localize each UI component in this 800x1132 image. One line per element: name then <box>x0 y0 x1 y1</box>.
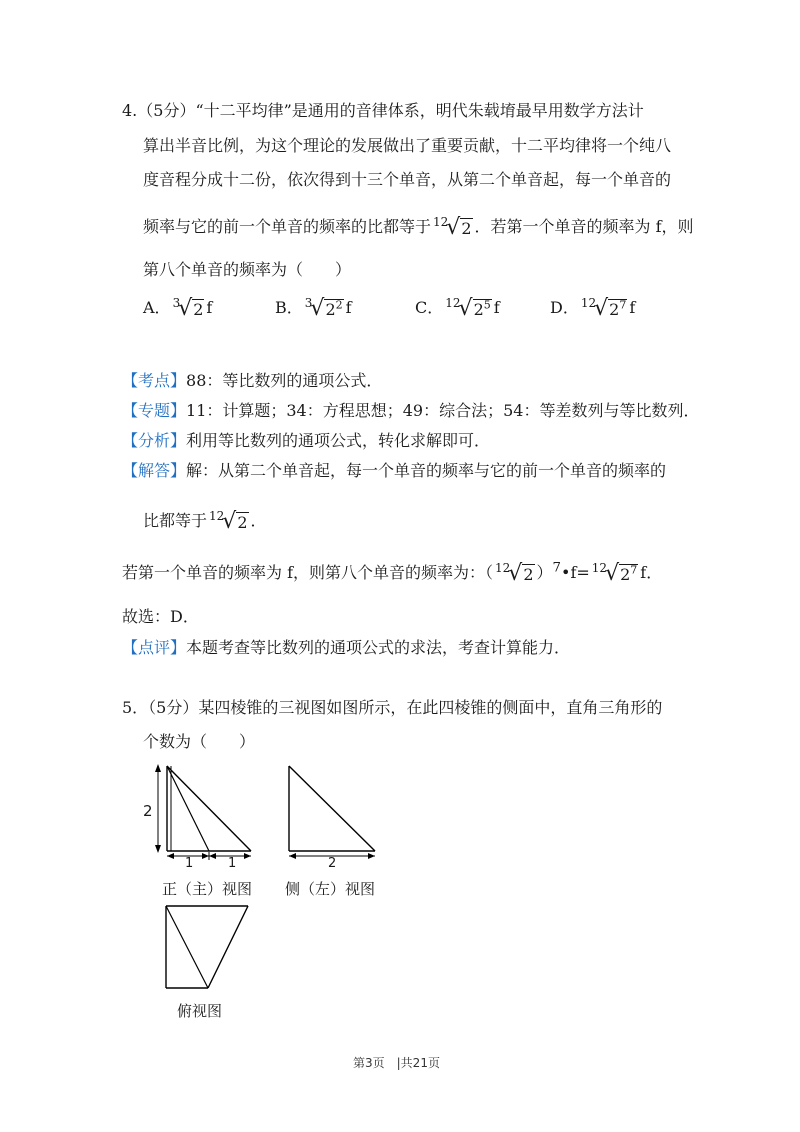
q5-line-2: 个数为（ ） <box>143 732 256 751</box>
option-b[interactable]: B． $^3√2^2$ f <box>275 296 352 321</box>
formula-root2-index: 12 <box>591 561 608 575</box>
option-c-body: 2 <box>473 300 484 319</box>
top-view-svg <box>160 900 255 992</box>
option-a-body: 2 <box>193 300 204 319</box>
jieda-line-2-end: ． <box>250 511 267 530</box>
option-a-tail: f <box>206 298 213 317</box>
dim-2-label: 2 <box>328 856 337 871</box>
q4-line-2: 算出半音比例，为这个理论的发展做出了重要贡献，十二平均律将一个纯八 <box>143 136 672 155</box>
q4-line-4-rest: ．若第一个单音的频率为 f，则 <box>474 217 694 236</box>
formula-times: •f= <box>561 563 590 582</box>
formula-exponent: 7 <box>552 560 562 576</box>
kaodian-row <box>122 368 382 391</box>
q4-line-1: 4.（5分）“十二平均律”是通用的音律体系，明代朱载堉最早用数学方法计 <box>122 101 644 120</box>
zhuanti-row <box>122 398 699 421</box>
jieda-text: 解：从第二个单音起，每一个单音的频率与它的前一个单音的频率的 <box>186 461 667 480</box>
jieda-line-2-text: 比都等于 <box>143 511 208 530</box>
option-a[interactable]: A． $^3$√2 f <box>143 296 213 321</box>
root-12-of-2 <box>433 215 473 240</box>
option-b-tail: f <box>345 298 352 317</box>
option-d-tail: f <box>629 298 636 317</box>
dianping-tag: 【点评】 <box>122 638 187 657</box>
jieda-root-index: 12 <box>209 509 225 523</box>
side-view-figure <box>280 760 385 874</box>
option-d[interactable]: D． $^{12}√2^7$ f <box>550 296 636 321</box>
option-d-label: D． <box>550 298 579 317</box>
top-view-caption: 俯视图 <box>177 1002 223 1020</box>
option-b-index: 3 <box>304 296 313 310</box>
top-view-figure <box>160 900 255 996</box>
formula-root-index: 12 <box>495 561 511 575</box>
page-footer: 第3页 |共21页 <box>353 1056 440 1070</box>
side-view-svg <box>280 760 385 870</box>
option-c-label: C． <box>415 298 444 317</box>
front-view-figure <box>140 760 260 874</box>
option-d-index: 12 <box>580 296 597 310</box>
formula-root2-body: 2 <box>620 565 631 584</box>
formula-root-body: 2 <box>523 565 534 584</box>
option-a-label: A． <box>143 298 171 317</box>
dianping-text: 本题考查等比数列的通项公式的求法，考查计算能力． <box>186 638 571 657</box>
side-view-caption: 侧（左）视图 <box>285 880 376 898</box>
jieda-tag: 【解答】 <box>122 461 187 480</box>
q4-line-4 <box>143 214 694 240</box>
zhuanti-text: 11：计算题；34：方程思想；49：综合法；54：等差数列与等比数列． <box>186 401 700 420</box>
fenxi-row <box>122 428 490 451</box>
option-d-exp: 7 <box>619 298 627 312</box>
kaodian-tag: 【考点】 <box>122 371 187 390</box>
jieda-root-body: 2 <box>237 513 248 532</box>
front-view-svg <box>140 760 260 870</box>
formula-tail: f． <box>640 563 663 582</box>
fenxi-text: 利用等比数列的通项公式，转化求解即可． <box>186 431 491 450</box>
q5-line-1: 5．（5分）某四棱锥的三视图如图所示，在此四棱锥的侧面中，直角三角形的 <box>122 698 663 717</box>
formula-lead-text: 若第一个单音的频率为 f，则第八个单音的频率为：（ <box>122 563 494 582</box>
option-c-exp: 5 <box>483 298 491 312</box>
fenxi-tag: 【分析】 <box>122 431 187 450</box>
formula-root2-exp: 7 <box>630 563 638 577</box>
option-c-index: 12 <box>445 296 461 310</box>
jieda-line-2: 比都等于 $^{12}$√2 ． <box>143 509 267 534</box>
q4-line-5: 第八个单音的频率为（ ） <box>143 260 352 279</box>
kaodian-text: 88：等比数列的通项公式． <box>186 371 383 390</box>
q4-line-3: 度音程分成十二份，依次得到十三个单音，从第二个单音起，每一个单音的 <box>143 170 672 189</box>
dim-1b-label: 1 <box>228 856 237 871</box>
formula-close-paren: ） <box>536 563 553 582</box>
zhuanti-tag: 【专题】 <box>122 401 187 420</box>
dim-height-label: 2 <box>143 802 153 820</box>
option-d-body: 2 <box>609 300 620 319</box>
front-view-caption: 正（主）视图 <box>162 880 253 898</box>
radical-sign: √ <box>446 215 461 240</box>
root-index: 12 <box>433 215 449 229</box>
option-a-index: 3 <box>172 296 181 310</box>
option-c-tail: f <box>493 298 500 317</box>
option-b-body: 2 <box>325 300 336 319</box>
root-body: 2 <box>461 219 472 238</box>
option-b-label: B． <box>275 298 303 317</box>
dianping-row <box>122 635 570 658</box>
answer-formula-line: 若第一个单音的频率为 f，则第八个单音的频率为：（ $^{12}$√2 ）$^7$•f= $^{12}√2^7$ f． <box>122 560 663 586</box>
dim-1a-label: 1 <box>185 856 194 871</box>
q4-line-4-text: 频率与它的前一个单音的频率的比都等于 <box>143 217 432 236</box>
option-c[interactable]: C． $^{12}√2^5$ f <box>415 296 500 321</box>
jieda-row <box>122 458 666 481</box>
option-b-exp: 2 <box>335 298 343 312</box>
choose-line: 故选：D． <box>122 607 199 626</box>
